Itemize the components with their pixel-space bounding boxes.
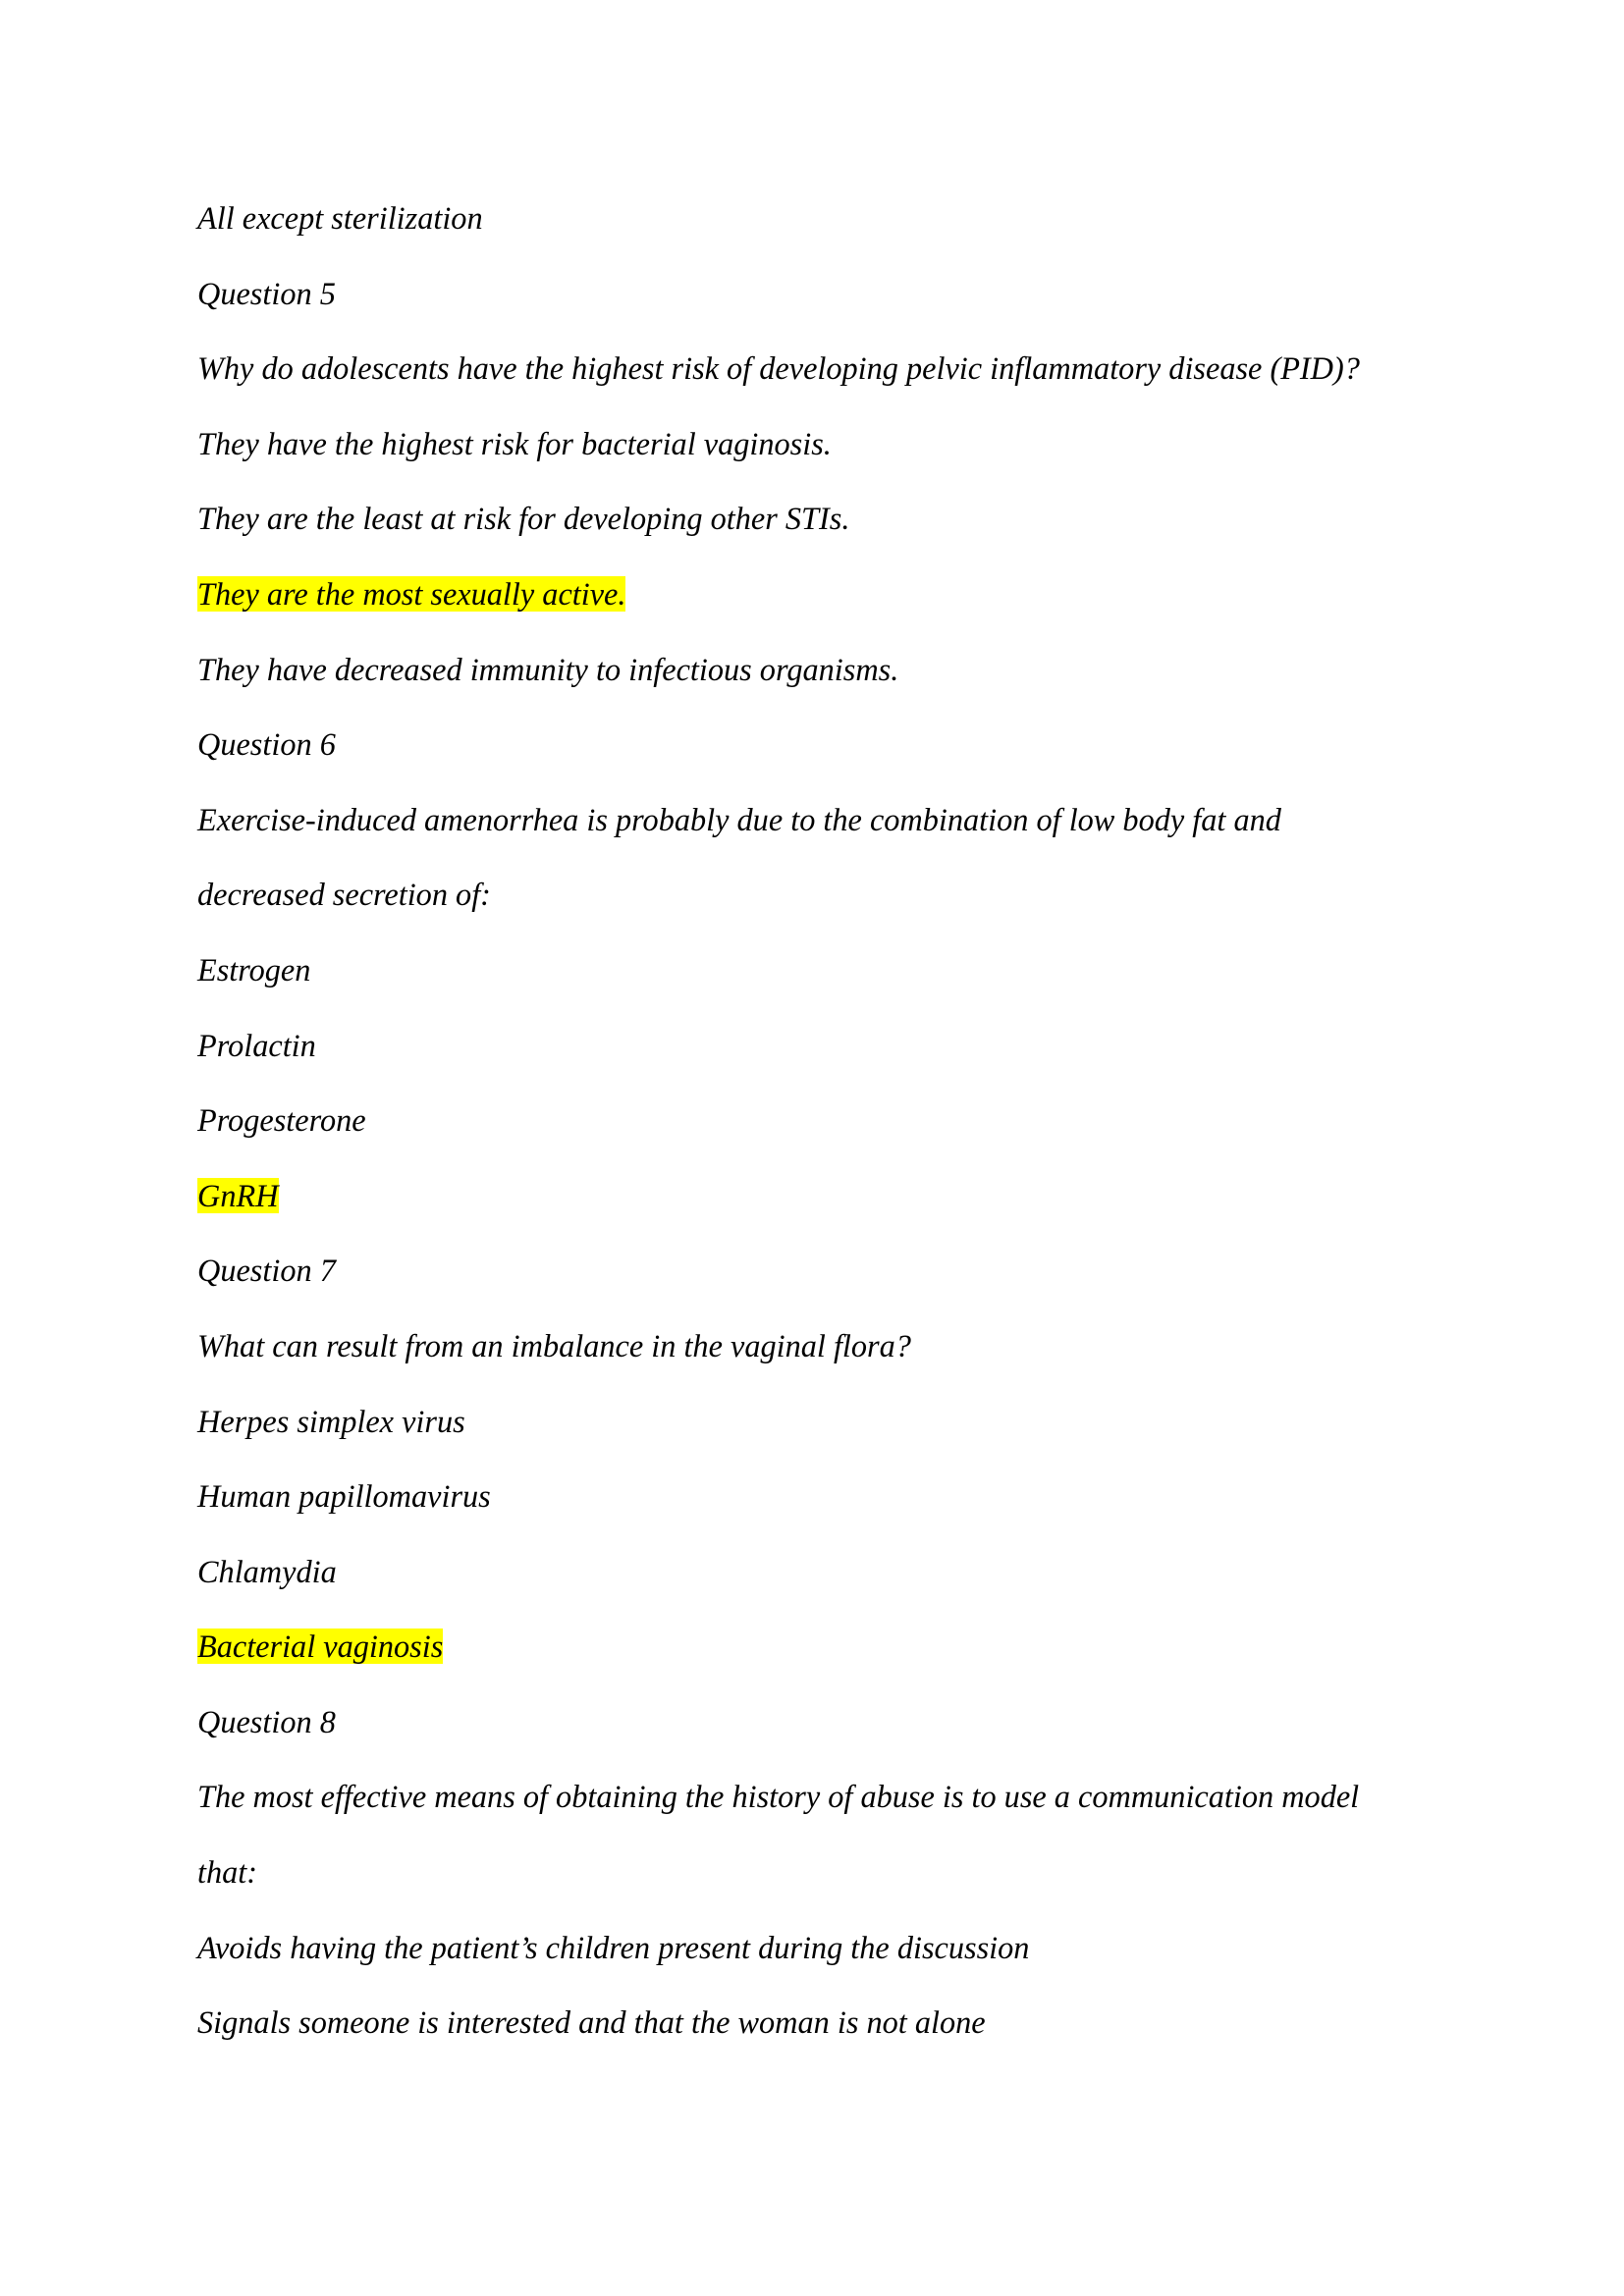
question-8-option-2: [197, 2004, 1435, 2080]
option-text: They are the least at risk for developing other STIs.: [197, 501, 850, 537]
question-7-option-4-correct: [197, 1629, 1435, 1704]
question-6-option-4-correct: [197, 1178, 1435, 1254]
question-5-option-4: [197, 652, 1435, 727]
question-text: that:: [197, 1854, 257, 1891]
question-6-text-line-1: [197, 802, 1435, 878]
option-text: They have decreased immunity to infectious organisms.: [197, 651, 899, 687]
question-heading-text: Question 6: [197, 726, 336, 763]
question-6-option-3: [197, 1102, 1435, 1178]
question-text: The most effective means of obtaining the history of abuse is to use a communication model: [197, 1779, 1360, 1815]
question-text: Exercise-induced amenorrhea is probably due to the combination of low body fat and: [197, 801, 1281, 837]
option-text: Human papillomavirus: [197, 1478, 491, 1515]
question-6-text-line-2: [197, 877, 1435, 952]
question-7-heading: [197, 1253, 1435, 1328]
question-heading-text: Question 5: [197, 275, 336, 311]
question-8-heading: [197, 1704, 1435, 1780]
question-6-heading: [197, 726, 1435, 802]
question-text: decreased secretion of:: [197, 877, 491, 913]
option-text: Chlamydia: [197, 1553, 337, 1589]
question-heading-text: Question 7: [197, 1253, 336, 1289]
question-heading-text: Question 8: [197, 1703, 336, 1739]
question-5-option-2: [197, 501, 1435, 576]
question-7-option-3: [197, 1554, 1435, 1629]
question-7-option-2: [197, 1478, 1435, 1554]
answer-fragment-line: [197, 200, 1435, 276]
question-7-text: [197, 1328, 1435, 1404]
document-body: [197, 200, 1435, 2080]
question-8-text-line-1: [197, 1779, 1435, 1854]
question-8-option-1: [197, 1930, 1435, 2005]
option-text: Prolactin: [197, 1027, 316, 1063]
highlighted-answer: Bacterial vaginosis: [197, 1629, 444, 1665]
highlighted-answer: GnRH: [197, 1177, 279, 1213]
question-8-text-line-2: [197, 1854, 1435, 1930]
option-text: Avoids having the patient’s children present during the discussion: [197, 1929, 1030, 1965]
option-text: Progesterone: [197, 1102, 366, 1139]
line-text: All except sterilization: [197, 200, 483, 236]
question-6-option-1: [197, 952, 1435, 1028]
option-text: Estrogen: [197, 951, 311, 988]
question-text: What can result from an imbalance in the vaginal flora?: [197, 1327, 911, 1363]
question-5-option-3-correct: [197, 576, 1435, 652]
question-text: Why do adolescents have the highest risk of developing pelvic inflammatory disease (PID)?: [197, 350, 1360, 387]
question-5-option-1: [197, 426, 1435, 502]
question-6-option-2: [197, 1028, 1435, 1103]
highlighted-answer: They are the most sexually active.: [197, 575, 626, 612]
option-text: Herpes simplex virus: [197, 1403, 465, 1439]
question-7-option-1: [197, 1404, 1435, 1479]
option-text: Signals someone is interested and that the woman is not alone: [197, 2004, 986, 2041]
question-5-heading: [197, 276, 1435, 351]
option-text: They have the highest risk for bacterial vaginosis.: [197, 425, 832, 461]
question-5-text: [197, 350, 1435, 426]
